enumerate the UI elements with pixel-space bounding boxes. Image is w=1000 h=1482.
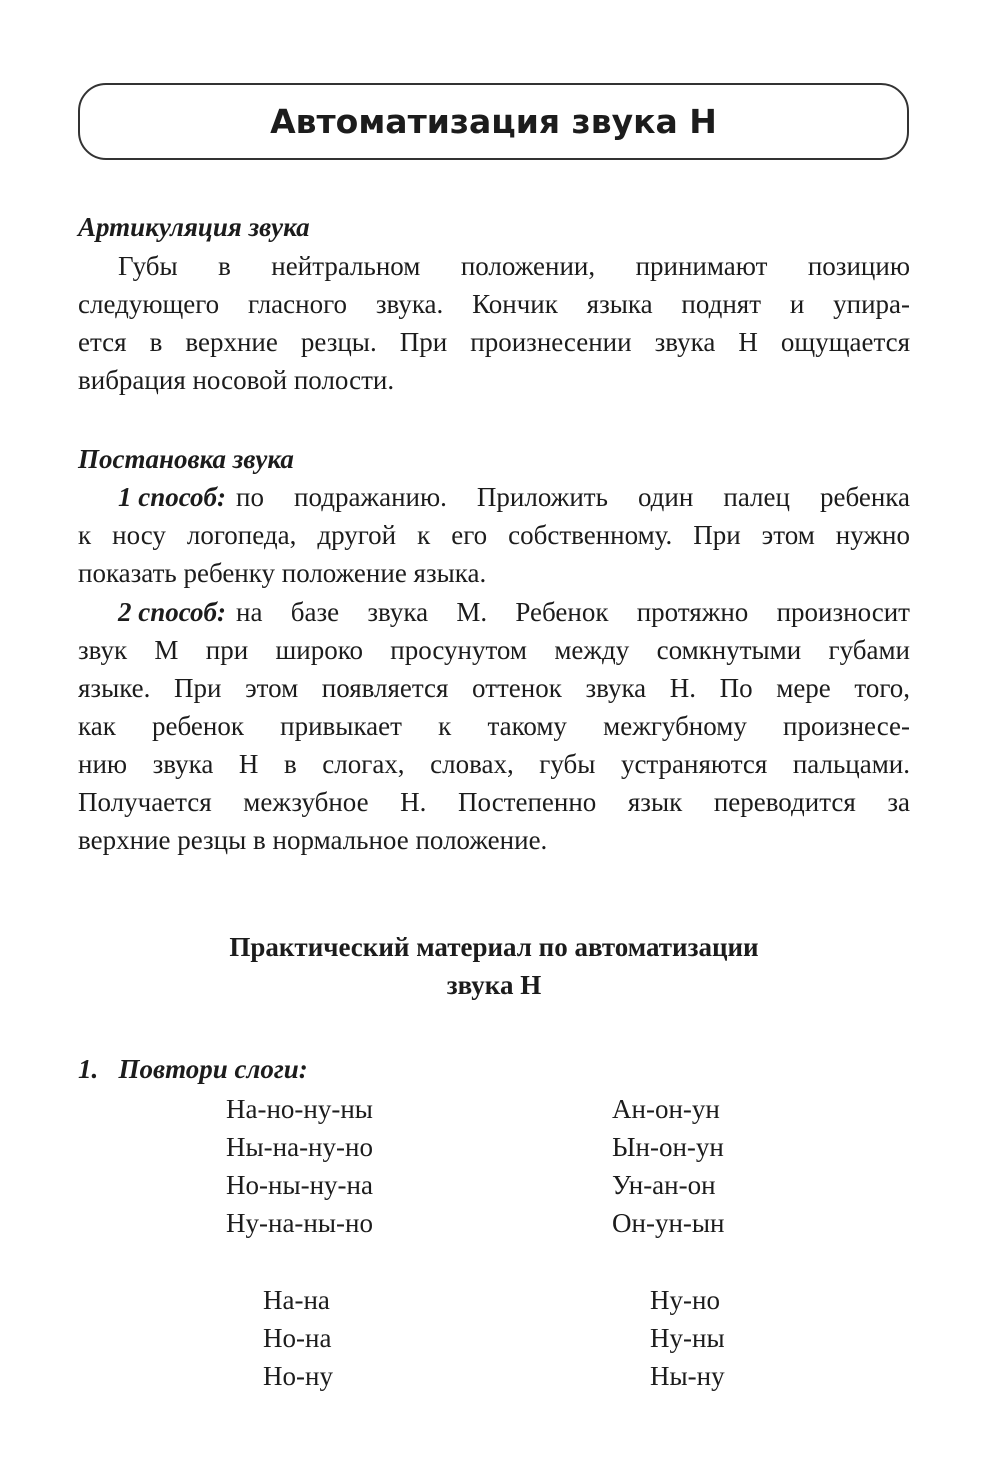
- syllable-left: Но-ны-ну-на: [226, 1170, 373, 1200]
- method1-text: по подражанию. Приложить один палец ребенка: [236, 482, 910, 512]
- method2-line: языке. При этом появляется оттенок звука Н. По мере того,: [78, 673, 910, 703]
- method2-label: 2 способ:: [118, 597, 227, 627]
- articulation-line: ется в верхние резцы. При произнесении звука Н ощущается: [78, 327, 910, 357]
- articulation-heading: Артикуляция звука: [78, 212, 310, 242]
- method2-line: нию звука Н в слогах, словах, губы устраняются пальцами.: [78, 749, 910, 779]
- syllable-right: Он-ун-ын: [612, 1208, 725, 1238]
- syllable-right: Ан-он-ун: [612, 1094, 720, 1124]
- method2-text: на базе звука М. Ребенок протяжно произносит: [236, 597, 910, 627]
- page-title: Автоматизация звука Н: [270, 102, 717, 141]
- articulation-line: Губы в нейтральном положении, принимают позицию: [118, 251, 910, 281]
- method1-line: показать ребенку положение языка.: [78, 558, 487, 588]
- syllable-right: Ын-он-ун: [612, 1132, 724, 1162]
- syllable-left: Ну-на-ны-но: [226, 1208, 373, 1238]
- syllable-right: Ну-но: [650, 1285, 720, 1315]
- setup-heading: Постановка звука: [78, 444, 294, 474]
- method2-line: как ребенок привыкает к такому межгубному произнесе-: [78, 711, 910, 741]
- syllable-left: Но-на: [263, 1323, 332, 1353]
- method1-label: 1 способ:: [118, 482, 227, 512]
- syllable-right: Ны-ну: [650, 1361, 725, 1391]
- task1-heading: [78, 1050, 478, 1088]
- syllable-left: Ны-на-ну-но: [226, 1132, 373, 1162]
- syllable-left: На-но-ну-ны: [226, 1094, 373, 1124]
- syllable-right: Ун-ан-он: [612, 1170, 716, 1200]
- practice-heading-line1: Практический материал по автоматизации: [229, 932, 759, 962]
- method1-first-line: [118, 478, 910, 516]
- syllable-right: Ну-ны: [650, 1323, 725, 1353]
- practice-heading-line2: звука Н: [446, 970, 542, 1000]
- method2-line: Получается межзубное Н. Постепенно язык переводится за: [78, 787, 910, 817]
- method2-line: верхние резцы в нормальное положение.: [78, 825, 548, 855]
- task1-label: Повтори слоги:: [118, 1054, 308, 1084]
- syllable-left: Но-ну: [263, 1361, 333, 1391]
- method2-first-line: [118, 593, 910, 631]
- syllable-left: На-на: [263, 1285, 330, 1315]
- articulation-line: следующего гласного звука. Кончик языка поднят и упира-: [78, 289, 910, 319]
- task1-number: 1.: [78, 1054, 99, 1084]
- method1-line: к носу логопеда, другой к его собственному. При этом нужно: [78, 520, 910, 550]
- method2-line: звук М при широко просунутом между сомкнутыми губами: [78, 635, 910, 665]
- articulation-line: вибрация носовой полости.: [78, 365, 395, 395]
